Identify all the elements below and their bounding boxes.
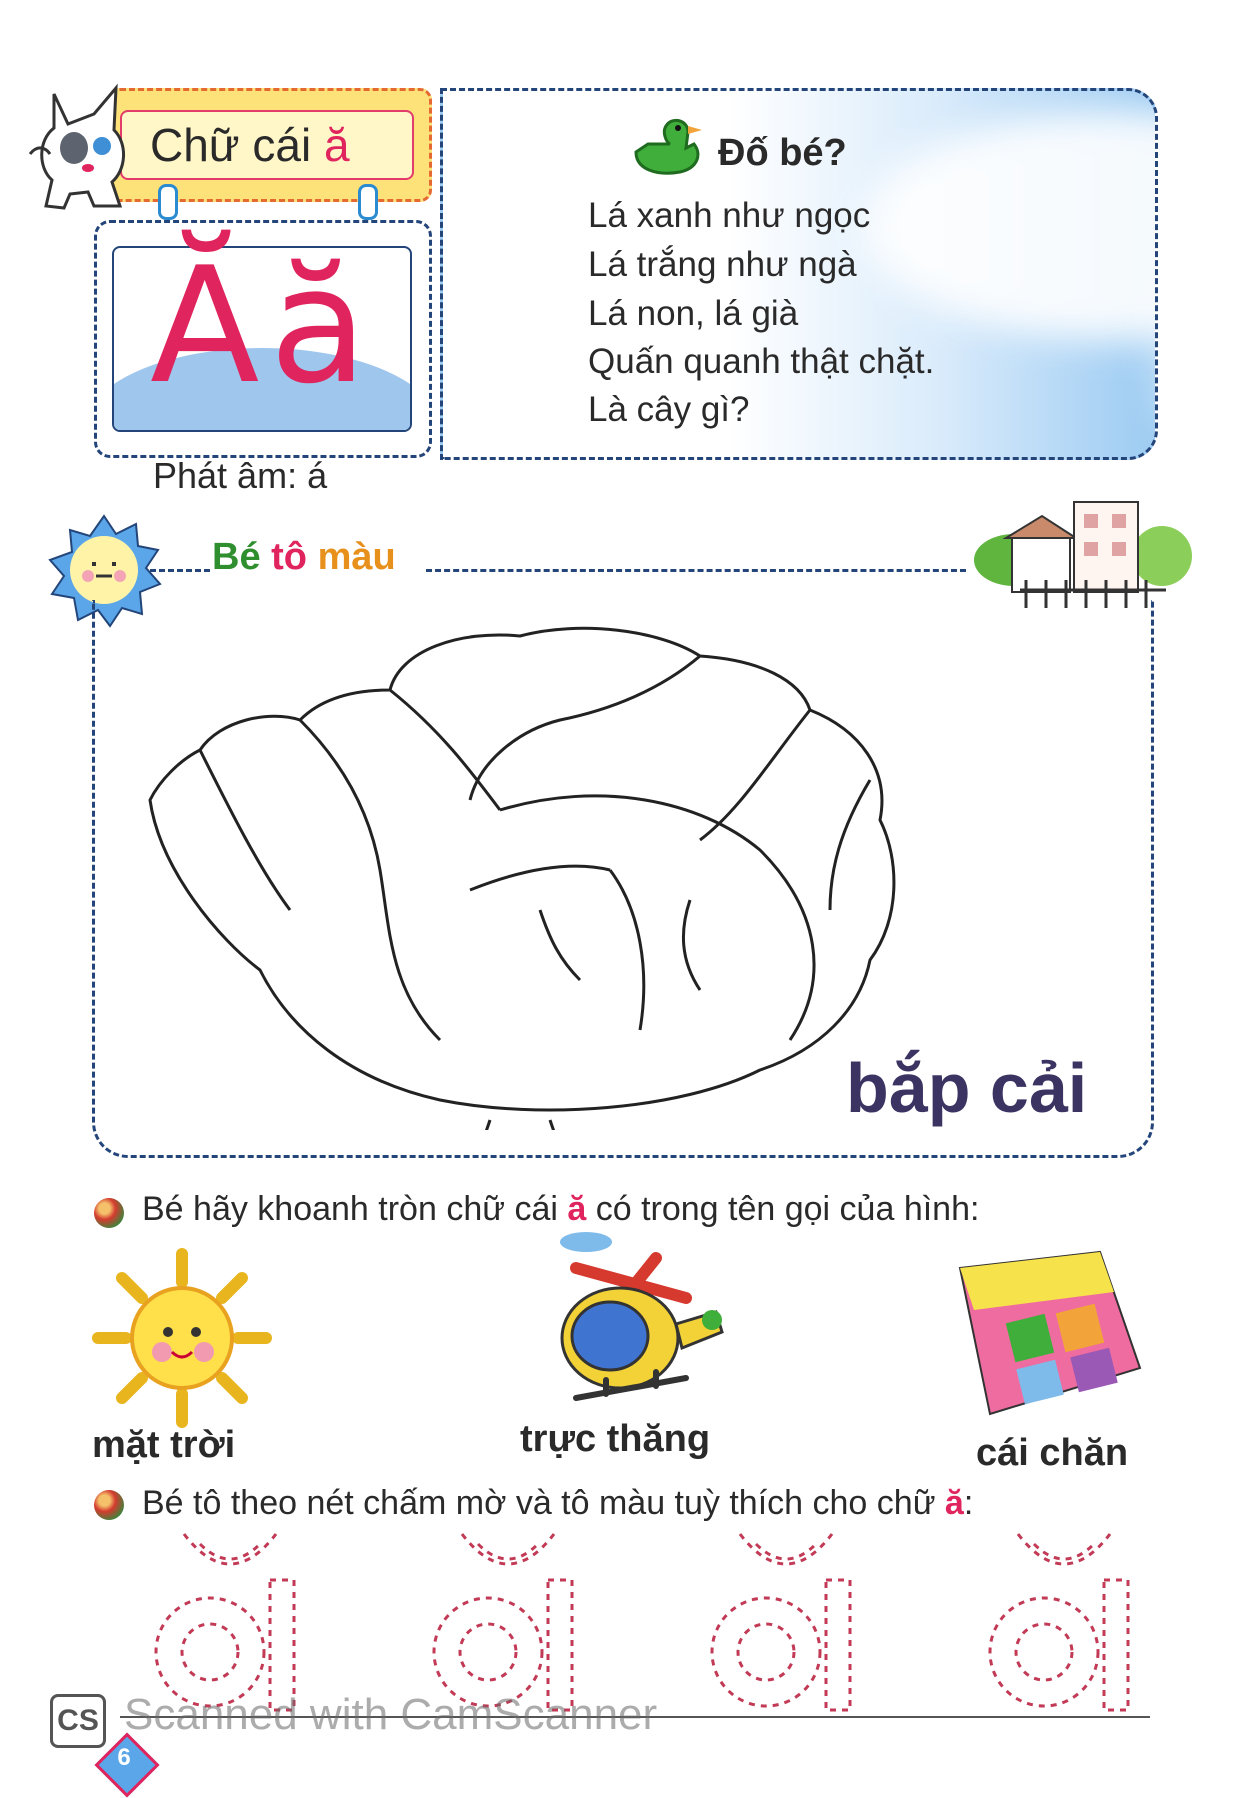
big-letter-display: Ăă bbox=[150, 232, 378, 419]
picture-label: mặt trời bbox=[92, 1424, 236, 1466]
camscanner-logo: CS bbox=[50, 1694, 106, 1748]
exercise1-instruction-suffix: có trong tên gọi của hình: bbox=[586, 1190, 980, 1228]
section-divider bbox=[150, 569, 210, 572]
trace-letter bbox=[712, 1534, 850, 1710]
letter-title bbox=[150, 118, 350, 172]
riddle-line: Lá trắng như ngà bbox=[588, 245, 857, 284]
riddle-line: Là cây gì? bbox=[588, 390, 750, 429]
clip-right-icon bbox=[358, 184, 378, 220]
coloring-title-part2: tô bbox=[271, 536, 318, 578]
cloud-decoration bbox=[863, 111, 1158, 341]
riddle-line: Lá xanh như ngọc bbox=[588, 196, 871, 235]
cabbage-outline-icon bbox=[140, 610, 960, 1130]
helicopter-icon[interactable] bbox=[536, 1228, 736, 1418]
pronunciation-text: Phát âm: á bbox=[153, 455, 328, 496]
page-number: 6 bbox=[117, 1744, 131, 1771]
clip-left-icon bbox=[158, 184, 178, 220]
exercise1-instruction bbox=[142, 1190, 979, 1229]
picture-label: cái chăn bbox=[976, 1432, 1129, 1474]
exercise1-instruction-prefix: Bé hãy khoanh tròn chữ cái bbox=[142, 1190, 568, 1228]
coloring-title bbox=[212, 536, 396, 579]
coloring-title-part1: Bé bbox=[212, 536, 272, 578]
trace-letter bbox=[156, 1534, 294, 1710]
coloring-title-part3: màu bbox=[317, 536, 396, 578]
houses-icon bbox=[966, 490, 1196, 618]
blanket-icon[interactable] bbox=[950, 1248, 1150, 1418]
bullet-icon bbox=[94, 1490, 124, 1520]
scanner-watermark: Scanned with CamScanner bbox=[124, 1690, 658, 1739]
letter-title-letter: ă bbox=[323, 119, 350, 171]
exercise2-instruction bbox=[142, 1484, 973, 1523]
duck-icon bbox=[628, 112, 708, 178]
exercise2-instruction-suffix: : bbox=[963, 1484, 974, 1522]
sun-icon[interactable] bbox=[92, 1248, 272, 1428]
exercise2-instruction-prefix: Bé tô theo nét chấm mờ và tô màu tuỳ thích cho chữ bbox=[142, 1484, 945, 1522]
picture-label: trực thăng bbox=[520, 1418, 711, 1460]
letter-title-prefix: Chữ cái bbox=[150, 119, 324, 171]
bullet-icon bbox=[94, 1198, 124, 1228]
riddle-line: Quấn quanh thật chặt. bbox=[588, 342, 935, 381]
exercise2-instruction-letter: ă bbox=[944, 1484, 964, 1522]
riddle-title: Đố bé? bbox=[718, 132, 847, 174]
cat-mascot-icon bbox=[24, 74, 144, 214]
trace-letter bbox=[990, 1534, 1128, 1710]
coloring-caption: bắp cải bbox=[846, 1049, 1088, 1127]
exercise1-instruction-letter: ă bbox=[567, 1190, 587, 1228]
section-divider bbox=[426, 569, 966, 572]
trace-letter bbox=[434, 1534, 572, 1710]
riddle-line: Lá non, lá già bbox=[588, 294, 799, 333]
